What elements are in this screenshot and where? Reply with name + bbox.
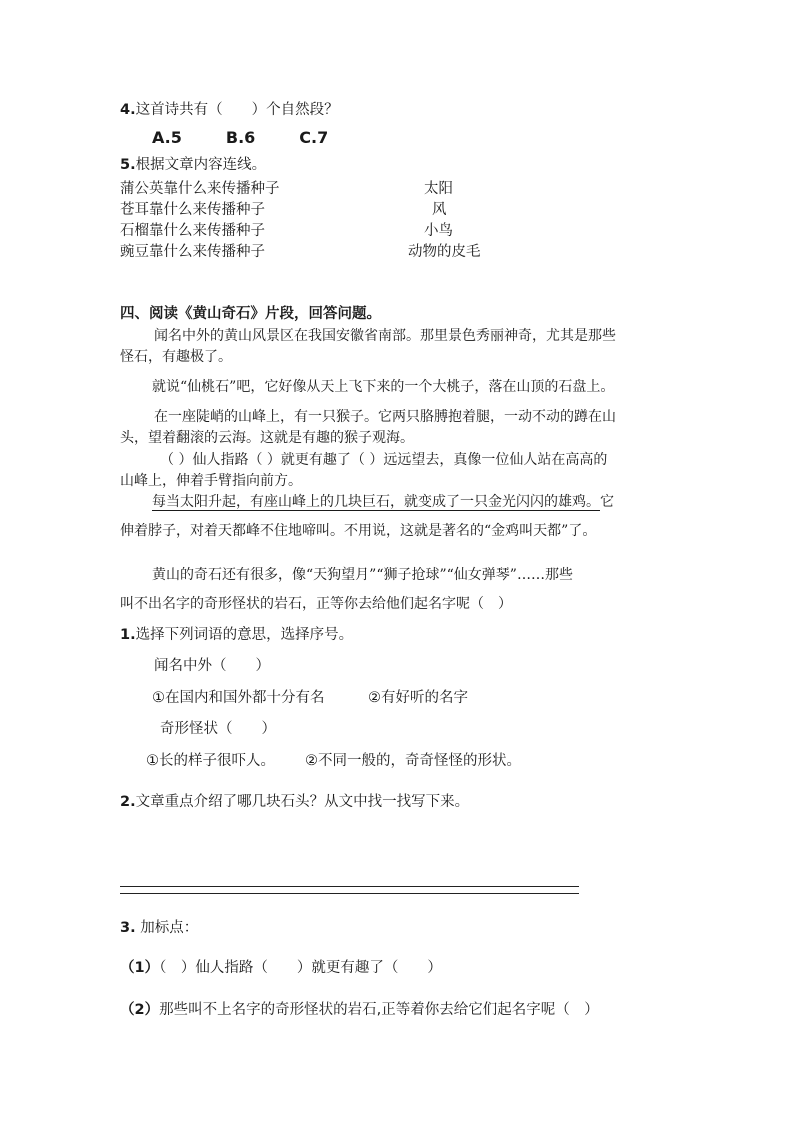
q4-options <box>152 128 372 148</box>
q3-number: 3. <box>120 920 136 936</box>
passage-line-underlined <box>152 492 614 512</box>
passage-line: 闻名中外的黄山风景区在我国安徽省南部。那里景色秀丽神奇，尤其是那些 <box>154 328 616 344</box>
q4-number: 4. <box>120 102 136 118</box>
q4-option-b: B.6 <box>225 128 256 147</box>
q1-text: 选择下列词语的意思，选择序号。 <box>135 627 354 643</box>
q3-item1-number: （1） <box>120 960 160 976</box>
q5-number: 5. <box>120 157 136 173</box>
q2-number: 2. <box>120 794 136 810</box>
q1-word2-option2: ②不同一般的，奇奇怪怪的形状。 <box>305 753 521 769</box>
passage-line: 山峰上，伸着手臂指向前方。 <box>120 473 302 489</box>
q1-word1-option1: ①在国内和国外都十分有名 <box>152 690 325 706</box>
q5-text: 根据文章内容连线。 <box>135 157 267 173</box>
passage-line: 在一座陡峭的山峰上，有一只猴子。它两只胳膊抱着腿，一动不动的蹲在山 <box>154 409 616 425</box>
q3-item-2 <box>120 1000 599 1020</box>
passage-fragment: 它 <box>600 494 614 510</box>
passage-line: 就说“仙桃石”吧，它好像从天上飞下来的一个大桃子，落在山顶的石盘上。 <box>152 379 615 395</box>
q4-question <box>120 100 339 120</box>
match-left-item: 豌豆靠什么来传播种子 <box>120 244 265 260</box>
match-right-item: 太阳 <box>424 181 453 197</box>
q4-text: 这首诗共有（ ）个自然段？ <box>135 102 339 118</box>
match-right-item: 小鸟 <box>424 223 453 239</box>
underlined-sentence: 每当太阳升起，有座山峰上的几块巨石，就变成了一只金光闪闪的雄鸡。 <box>152 494 600 510</box>
q3-item2-number: （2） <box>120 1002 160 1018</box>
q1-number: 1. <box>120 627 136 643</box>
q5-question <box>120 155 266 175</box>
passage-line: 黄山的奇石还有很多，像“天狗望月”“狮子抢球”“仙女弹琴”……那些 <box>152 567 573 583</box>
q2-text: 文章重点介绍了哪几块石头？从文中找一找写下来。 <box>135 794 470 810</box>
passage-line: 怪石，有趣极了。 <box>120 349 232 365</box>
match-right-item: 风 <box>432 202 447 218</box>
match-left-item: 石榴靠什么来传播种子 <box>120 223 265 239</box>
q4-option-a: A.5 <box>152 128 182 147</box>
q3-item1-text: （ ）仙人指路（ ）就更有趣了（ ） <box>159 960 442 976</box>
q3-item2-text: 那些叫不上名字的奇形怪状的岩石,正等着你去给它们起名字呢（ ） <box>159 1002 599 1018</box>
match-left-item: 苍耳靠什么来传播种子 <box>120 202 265 218</box>
passage-line: 伸着脖子，对着天都峰不住地啼叫。不用说，这就是著名的“金鸡叫天都”了。 <box>120 523 597 539</box>
q1-word1-option2: ②有好听的名字 <box>368 690 468 706</box>
q1-word2: 奇形怪状（ ） <box>160 721 276 737</box>
q2-question <box>120 792 469 812</box>
q3-question <box>120 918 198 938</box>
q1-question <box>120 625 353 645</box>
answer-divider <box>120 886 579 894</box>
passage-line: （ ）仙人指路（ ）就更有趣了（ ）远远望去，真像一位仙人站在高高的 <box>160 452 608 468</box>
q3-item-1 <box>120 958 442 978</box>
q3-text: 加标点： <box>140 920 199 936</box>
match-left-item: 蒲公英靠什么来传播种子 <box>120 181 280 197</box>
q1-word1: 闻名中外（ ） <box>154 658 270 674</box>
passage-line: 叫不出名字的奇形怪状的岩石，正等你去给他们起名字呢（ ） <box>120 596 512 612</box>
q1-word2-option1: ①长的样子很吓人。 <box>146 753 275 769</box>
passage-line: 头，望着翻滚的云海。这就是有趣的猴子观海。 <box>120 430 414 446</box>
q4-option-c: C.7 <box>299 128 329 147</box>
match-right-item: 动物的皮毛 <box>408 244 481 260</box>
section4-heading: 四、阅读《黄山奇石》片段，回答问题。 <box>120 306 381 322</box>
